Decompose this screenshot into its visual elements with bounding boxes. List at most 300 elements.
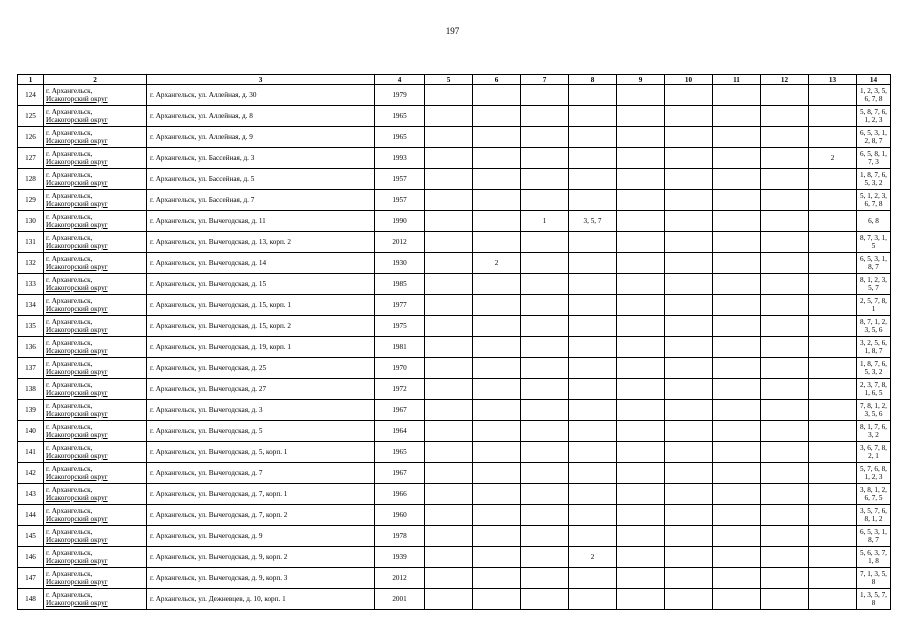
row-number: 139	[18, 400, 44, 421]
value-cell-c10	[665, 106, 713, 127]
year-cell: 1939	[375, 547, 425, 568]
value-cell-c11	[713, 505, 761, 526]
district-text: Исакогорский округ	[46, 536, 108, 544]
value-cell-c12	[761, 442, 809, 463]
row-number: 142	[18, 463, 44, 484]
district-text: Исакогорский округ	[46, 389, 108, 397]
value-cell-c6	[473, 211, 521, 232]
city-text: г. Архангельск,	[46, 506, 93, 515]
value-cell-c11	[713, 589, 761, 610]
year-cell: 1978	[375, 526, 425, 547]
value-cell-c13	[809, 190, 857, 211]
district-text: Исакогорский округ	[46, 557, 108, 565]
value-cell-c10	[665, 274, 713, 295]
location-cell	[44, 547, 147, 568]
value-cell-c13	[809, 316, 857, 337]
year-cell: 1930	[375, 253, 425, 274]
row-number: 126	[18, 127, 44, 148]
value-cell-c14: 1, 8, 7, 6, 5, 3, 2	[857, 169, 891, 190]
value-cell-c7	[521, 589, 569, 610]
column-header: 4	[375, 75, 425, 85]
year-cell: 1985	[375, 274, 425, 295]
column-header: 8	[569, 75, 617, 85]
table-row	[18, 568, 891, 589]
location-cell	[44, 442, 147, 463]
value-cell-c13	[809, 526, 857, 547]
value-cell-c12	[761, 190, 809, 211]
city-text: г. Архангельск,	[46, 317, 93, 326]
value-cell-c14: 2, 3, 7, 8, 1, 6, 5	[857, 379, 891, 400]
value-cell-c5	[425, 379, 473, 400]
value-cell-c11	[713, 169, 761, 190]
column-header: 13	[809, 75, 857, 85]
year-cell: 1990	[375, 211, 425, 232]
city-text: г. Архангельск,	[46, 254, 93, 263]
year-cell: 1981	[375, 337, 425, 358]
location-cell	[44, 337, 147, 358]
value-cell-c7	[521, 127, 569, 148]
city-text: г. Архангельск,	[46, 485, 93, 494]
value-cell-c13	[809, 232, 857, 253]
value-cell-c7	[521, 106, 569, 127]
value-cell-c14: 5, 8, 7, 6, 1, 2, 3	[857, 106, 891, 127]
value-cell-c7	[521, 505, 569, 526]
table-row	[18, 169, 891, 190]
value-cell-c6	[473, 442, 521, 463]
value-cell-c13	[809, 211, 857, 232]
column-header: 5	[425, 75, 473, 85]
year-cell: 1966	[375, 484, 425, 505]
value-cell-c12	[761, 568, 809, 589]
value-cell-c13	[809, 547, 857, 568]
value-cell-c9	[617, 253, 665, 274]
value-cell-c8: 2	[569, 547, 617, 568]
value-cell-c13	[809, 253, 857, 274]
column-header: 2	[44, 75, 147, 85]
value-cell-c12	[761, 337, 809, 358]
value-cell-c8	[569, 253, 617, 274]
value-cell-c6	[473, 463, 521, 484]
value-cell-c10	[665, 442, 713, 463]
page-number: 197	[445, 26, 460, 36]
value-cell-c12	[761, 358, 809, 379]
value-cell-c12	[761, 505, 809, 526]
value-cell-c8	[569, 505, 617, 526]
value-cell-c13	[809, 505, 857, 526]
value-cell-c14: 1, 3, 5, 7, 8	[857, 589, 891, 610]
value-cell-c12	[761, 106, 809, 127]
value-cell-c7	[521, 358, 569, 379]
address-cell: г. Архангельск, ул. Вычегодская, д. 5, корп. 1	[147, 442, 375, 463]
address-cell: г. Архангельск, ул. Дежневцев, д. 10, корп. 1	[147, 589, 375, 610]
address-cell: г. Архангельск, ул. Бассейная, д. 3	[147, 148, 375, 169]
year-cell: 1970	[375, 358, 425, 379]
value-cell-c5	[425, 358, 473, 379]
location-cell	[44, 85, 147, 106]
value-cell-c9	[617, 505, 665, 526]
city-text: г. Архангельск,	[46, 527, 93, 536]
table-row	[18, 127, 891, 148]
year-cell: 1957	[375, 190, 425, 211]
value-cell-c10	[665, 148, 713, 169]
value-cell-c5	[425, 274, 473, 295]
value-cell-c11	[713, 526, 761, 547]
value-cell-c14: 6, 8	[857, 211, 891, 232]
city-text: г. Архангельск,	[46, 548, 93, 557]
value-cell-c8	[569, 421, 617, 442]
location-cell	[44, 274, 147, 295]
table-row	[18, 337, 891, 358]
address-cell: г. Архангельск, ул. Вычегодская, д. 14	[147, 253, 375, 274]
value-cell-c14: 5, 1, 2, 3, 6, 7, 8	[857, 190, 891, 211]
table-row	[18, 589, 891, 610]
value-cell-c12	[761, 85, 809, 106]
value-cell-c13	[809, 358, 857, 379]
value-cell-c7	[521, 148, 569, 169]
table-row	[18, 190, 891, 211]
location-cell	[44, 379, 147, 400]
value-cell-c10	[665, 526, 713, 547]
district-text: Исакогорский округ	[46, 599, 108, 607]
year-cell: 2012	[375, 232, 425, 253]
table-row	[18, 421, 891, 442]
value-cell-c7	[521, 274, 569, 295]
value-cell-c5	[425, 232, 473, 253]
value-cell-c8	[569, 337, 617, 358]
table-row	[18, 400, 891, 421]
city-text: г. Архангельск,	[46, 296, 93, 305]
address-cell: г. Архангельск, ул. Вычегодская, д. 7	[147, 463, 375, 484]
location-cell	[44, 589, 147, 610]
value-cell-c14: 8, 7, 3, 1, 5	[857, 232, 891, 253]
value-cell-c7	[521, 547, 569, 568]
year-cell: 1975	[375, 316, 425, 337]
value-cell-c9	[617, 526, 665, 547]
value-cell-c8	[569, 400, 617, 421]
value-cell-c7	[521, 337, 569, 358]
value-cell-c7	[521, 253, 569, 274]
value-cell-c12	[761, 463, 809, 484]
value-cell-c6	[473, 526, 521, 547]
location-cell	[44, 169, 147, 190]
row-number: 143	[18, 484, 44, 505]
year-cell: 1972	[375, 379, 425, 400]
city-text: г. Архангельск,	[46, 275, 93, 284]
value-cell-c10	[665, 316, 713, 337]
column-header: 7	[521, 75, 569, 85]
value-cell-c9	[617, 547, 665, 568]
value-cell-c6	[473, 316, 521, 337]
value-cell-c8	[569, 274, 617, 295]
district-text: Исакогорский округ	[46, 95, 108, 103]
value-cell-c14: 6, 5, 3, 1, 2, 8, 7	[857, 127, 891, 148]
value-cell-c10	[665, 253, 713, 274]
value-cell-c6	[473, 106, 521, 127]
value-cell-c9	[617, 295, 665, 316]
value-cell-c5	[425, 211, 473, 232]
value-cell-c11	[713, 85, 761, 106]
value-cell-c9	[617, 190, 665, 211]
year-cell: 1964	[375, 421, 425, 442]
value-cell-c14: 3, 5, 7, 6, 8, 1, 2	[857, 505, 891, 526]
row-number: 130	[18, 211, 44, 232]
value-cell-c8	[569, 148, 617, 169]
value-cell-c5	[425, 442, 473, 463]
value-cell-c8	[569, 484, 617, 505]
value-cell-c7	[521, 526, 569, 547]
row-number: 128	[18, 169, 44, 190]
address-cell: г. Архангельск, ул. Вычегодская, д. 15, корп. 1	[147, 295, 375, 316]
city-text: г. Архангельск,	[46, 170, 93, 179]
value-cell-c5	[425, 568, 473, 589]
row-number: 136	[18, 337, 44, 358]
value-cell-c12	[761, 148, 809, 169]
value-cell-c5	[425, 400, 473, 421]
column-header: 12	[761, 75, 809, 85]
value-cell-c13	[809, 442, 857, 463]
value-cell-c8	[569, 127, 617, 148]
value-cell-c10	[665, 421, 713, 442]
district-text: Исакогорский округ	[46, 179, 108, 187]
district-text: Исакогорский округ	[46, 263, 108, 271]
value-cell-c12	[761, 253, 809, 274]
city-text: г. Архангельск,	[46, 149, 93, 158]
value-cell-c7	[521, 169, 569, 190]
value-cell-c7: 1	[521, 211, 569, 232]
address-cell: г. Архангельск, ул. Вычегодская, д. 9	[147, 526, 375, 547]
value-cell-c13	[809, 463, 857, 484]
value-cell-c6	[473, 274, 521, 295]
value-cell-c6	[473, 358, 521, 379]
column-header: 1	[18, 75, 44, 85]
value-cell-c14: 3, 8, 1, 2, 6, 7, 5	[857, 484, 891, 505]
address-cell: г. Архангельск, ул. Вычегодская, д. 7, корп. 1	[147, 484, 375, 505]
value-cell-c5	[425, 484, 473, 505]
row-number: 124	[18, 85, 44, 106]
address-cell: г. Архангельск, ул. Вычегодская, д. 19, корп. 1	[147, 337, 375, 358]
value-cell-c11	[713, 463, 761, 484]
year-cell: 1967	[375, 400, 425, 421]
value-cell-c9	[617, 421, 665, 442]
value-cell-c11	[713, 190, 761, 211]
value-cell-c8	[569, 106, 617, 127]
value-cell-c11	[713, 211, 761, 232]
row-number: 147	[18, 568, 44, 589]
value-cell-c9	[617, 379, 665, 400]
value-cell-c13	[809, 568, 857, 589]
value-cell-c14: 7, 1, 3, 5, 8	[857, 568, 891, 589]
value-cell-c14: 6, 5, 3, 1, 8, 7	[857, 526, 891, 547]
city-text: г. Архангельск,	[46, 422, 93, 431]
table-row	[18, 358, 891, 379]
value-cell-c6	[473, 85, 521, 106]
year-cell: 1977	[375, 295, 425, 316]
year-cell: 1957	[375, 169, 425, 190]
table-row	[18, 148, 891, 169]
location-cell	[44, 400, 147, 421]
value-cell-c12	[761, 295, 809, 316]
location-cell	[44, 358, 147, 379]
location-cell	[44, 316, 147, 337]
column-header: 14	[857, 75, 891, 85]
value-cell-c6	[473, 232, 521, 253]
value-cell-c9	[617, 85, 665, 106]
value-cell-c6	[473, 421, 521, 442]
district-text: Исакогорский округ	[46, 515, 108, 523]
value-cell-c6	[473, 568, 521, 589]
address-cell: г. Архангельск, ул. Вычегодская, д. 9, корп. 2	[147, 547, 375, 568]
value-cell-c13	[809, 127, 857, 148]
row-number: 132	[18, 253, 44, 274]
location-cell	[44, 463, 147, 484]
table-body	[18, 85, 891, 610]
value-cell-c11	[713, 127, 761, 148]
value-cell-c6	[473, 127, 521, 148]
value-cell-c5	[425, 589, 473, 610]
value-cell-c9	[617, 337, 665, 358]
value-cell-c12	[761, 421, 809, 442]
row-number: 135	[18, 316, 44, 337]
year-cell: 2001	[375, 589, 425, 610]
location-cell	[44, 505, 147, 526]
table-row	[18, 484, 891, 505]
value-cell-c11	[713, 337, 761, 358]
value-cell-c7	[521, 463, 569, 484]
district-text: Исакогорский округ	[46, 221, 108, 229]
value-cell-c12	[761, 484, 809, 505]
value-cell-c9	[617, 148, 665, 169]
value-cell-c5	[425, 169, 473, 190]
year-cell: 1965	[375, 127, 425, 148]
row-number: 140	[18, 421, 44, 442]
value-cell-c8: 3, 5, 7	[569, 211, 617, 232]
district-text: Исакогорский округ	[46, 326, 108, 334]
row-number: 129	[18, 190, 44, 211]
value-cell-c7	[521, 400, 569, 421]
value-cell-c5	[425, 547, 473, 568]
value-cell-c12	[761, 589, 809, 610]
district-text: Исакогорский округ	[46, 494, 108, 502]
value-cell-c9	[617, 316, 665, 337]
district-text: Исакогорский округ	[46, 242, 108, 250]
value-cell-c14: 7, 8, 1, 2, 3, 5, 6	[857, 400, 891, 421]
value-cell-c12	[761, 274, 809, 295]
value-cell-c11	[713, 148, 761, 169]
value-cell-c6: 2	[473, 253, 521, 274]
value-cell-c9	[617, 274, 665, 295]
address-cell: г. Архангельск, ул. Вычегодская, д. 5	[147, 421, 375, 442]
value-cell-c11	[713, 568, 761, 589]
address-cell: г. Архангельск, ул. Вычегодская, д. 15, корп. 2	[147, 316, 375, 337]
value-cell-c13	[809, 421, 857, 442]
value-cell-c13	[809, 295, 857, 316]
value-cell-c11	[713, 358, 761, 379]
address-cell: г. Архангельск, ул. Аллейная, д. 30	[147, 85, 375, 106]
city-text: г. Архангельск,	[46, 128, 93, 137]
value-cell-c9	[617, 127, 665, 148]
address-cell: г. Архангельск, ул. Вычегодская, д. 11	[147, 211, 375, 232]
address-cell: г. Архангельск, ул. Вычегодская, д. 7, корп. 2	[147, 505, 375, 526]
district-text: Исакогорский округ	[46, 410, 108, 418]
location-cell	[44, 253, 147, 274]
value-cell-c6	[473, 295, 521, 316]
location-cell	[44, 211, 147, 232]
value-cell-c14: 2, 5, 7, 8, 1	[857, 295, 891, 316]
district-text: Исакогорский округ	[46, 305, 108, 313]
year-cell: 1993	[375, 148, 425, 169]
table-row	[18, 274, 891, 295]
value-cell-c12	[761, 316, 809, 337]
table-row	[18, 463, 891, 484]
value-cell-c13: 2	[809, 148, 857, 169]
value-cell-c5	[425, 463, 473, 484]
city-text: г. Архангельск,	[46, 380, 93, 389]
housing-table	[17, 74, 891, 610]
value-cell-c8	[569, 442, 617, 463]
value-cell-c10	[665, 211, 713, 232]
district-text: Исакогорский округ	[46, 200, 108, 208]
row-number: 141	[18, 442, 44, 463]
city-text: г. Архангельск,	[46, 590, 93, 599]
value-cell-c6	[473, 190, 521, 211]
value-cell-c9	[617, 169, 665, 190]
value-cell-c11	[713, 547, 761, 568]
table-row	[18, 442, 891, 463]
city-text: г. Архангельск,	[46, 212, 93, 221]
value-cell-c12	[761, 379, 809, 400]
table-row	[18, 253, 891, 274]
value-cell-c11	[713, 316, 761, 337]
value-cell-c5	[425, 421, 473, 442]
value-cell-c6	[473, 484, 521, 505]
row-number: 127	[18, 148, 44, 169]
district-text: Исакогорский округ	[46, 137, 108, 145]
city-text: г. Архангельск,	[46, 233, 93, 242]
value-cell-c13	[809, 589, 857, 610]
value-cell-c11	[713, 484, 761, 505]
column-header: 3	[147, 75, 375, 85]
value-cell-c8	[569, 463, 617, 484]
value-cell-c10	[665, 505, 713, 526]
value-cell-c5	[425, 316, 473, 337]
value-cell-c14: 6, 5, 8, 1, 7, 3	[857, 148, 891, 169]
value-cell-c11	[713, 400, 761, 421]
city-text: г. Архангельск,	[46, 86, 93, 95]
year-cell: 2012	[375, 568, 425, 589]
table-row	[18, 211, 891, 232]
column-header: 10	[665, 75, 713, 85]
city-text: г. Архангельск,	[46, 401, 93, 410]
district-text: Исакогорский округ	[46, 284, 108, 292]
value-cell-c12	[761, 526, 809, 547]
row-number: 134	[18, 295, 44, 316]
value-cell-c9	[617, 589, 665, 610]
value-cell-c5	[425, 127, 473, 148]
value-cell-c14: 5, 7, 6, 8, 1, 2, 3	[857, 463, 891, 484]
value-cell-c11	[713, 379, 761, 400]
value-cell-c11	[713, 106, 761, 127]
value-cell-c13	[809, 337, 857, 358]
location-cell	[44, 295, 147, 316]
value-cell-c6	[473, 337, 521, 358]
value-cell-c7	[521, 442, 569, 463]
value-cell-c8	[569, 568, 617, 589]
address-cell: г. Архангельск, ул. Вычегодская, д. 9, корп. 3	[147, 568, 375, 589]
value-cell-c8	[569, 232, 617, 253]
value-cell-c10	[665, 379, 713, 400]
value-cell-c14: 1, 2, 3, 5, 6, 7, 8	[857, 85, 891, 106]
address-cell: г. Архангельск, ул. Вычегодская, д. 15	[147, 274, 375, 295]
